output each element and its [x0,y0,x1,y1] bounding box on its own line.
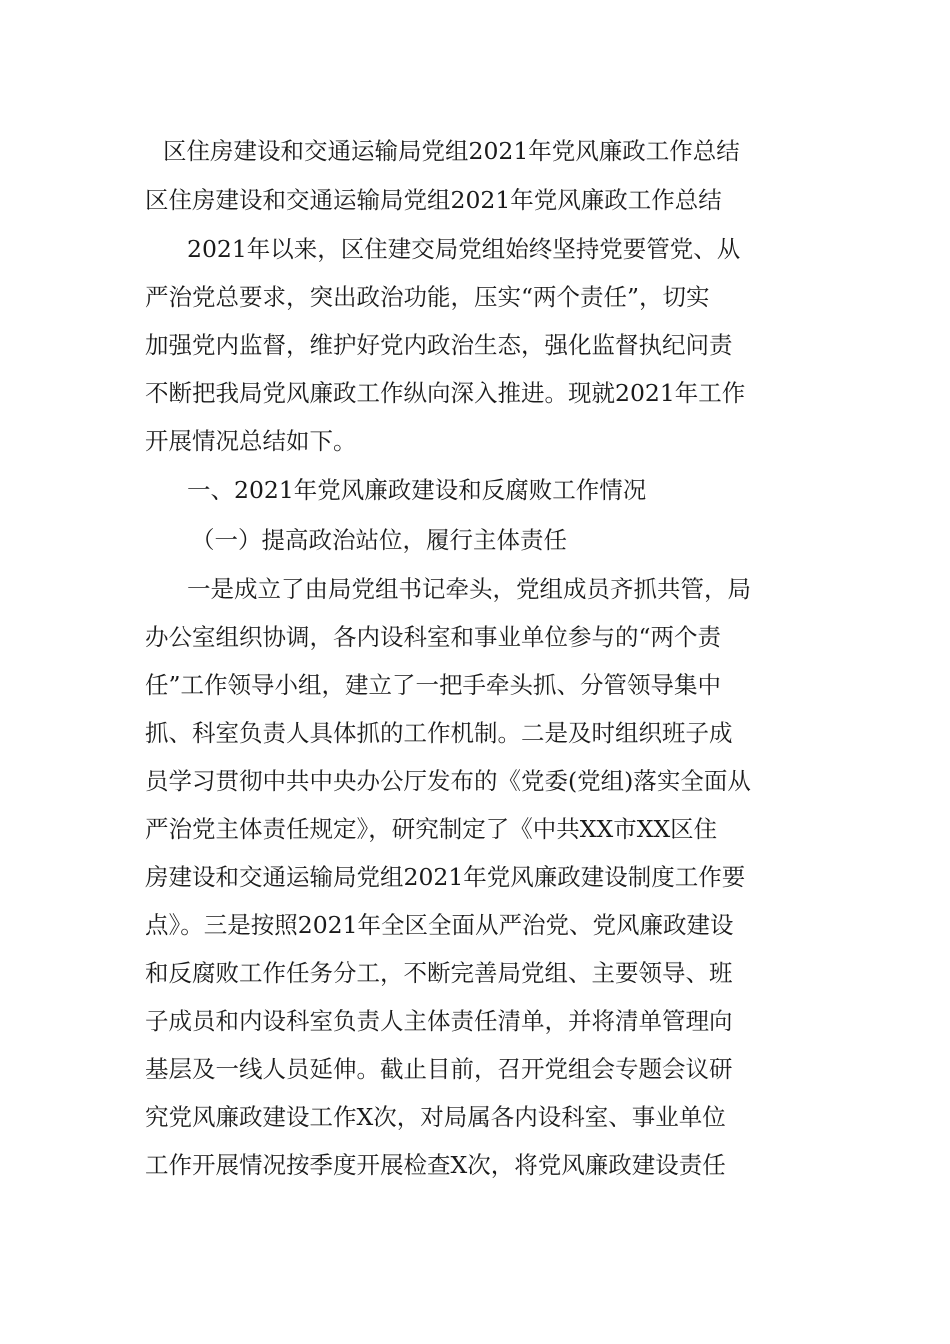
body-line: 究党风廉政建设工作X次，对局属各内设科室、事业单位 [145,1103,726,1131]
body-line: 抓、科室负责人具体抓的工作机制。二是及时组织班子成 [145,719,733,747]
document-title: 区住房建设和交通运输局党组2021年党风廉政工作总结 [163,137,740,165]
body-line: 任”工作领导小组，建立了一把手牵头抓、分管领导集中 [145,671,722,699]
document-subtitle: 区住房建设和交通运输局党组2021年党风廉政工作总结 [145,186,722,214]
section-heading: 一、2021年党风廉政建设和反腐败工作情况 [187,476,647,504]
body-line: 严治党主体责任规定》，研究制定了《中共XX市XX区住 [145,815,718,843]
body-line: 办公室组织协调，各内设科室和事业单位参与的“两个责 [145,623,722,651]
intro-line: 开展情况总结如下。 [145,427,357,455]
intro-line: 加强党内监督，维护好党内政治生态，强化监督执纪问责 [145,331,733,359]
body-line: 子成员和内设科室负责人主体责任清单，并将清单管理向 [145,1007,733,1035]
document-body [145,128,810,1189]
body-line: 基层及一线人员延伸。截止目前，召开党组会专题会议研 [145,1055,733,1083]
body-line: 点》。三是按照2021年全区全面从严治党、党风廉政建设 [145,911,734,939]
intro-line: 不断把我局党风廉政工作纵向深入推进。现就2021年工作 [145,379,746,407]
body-line: 和反腐败工作任务分工，不断完善局党组、主要领导、班 [145,959,733,987]
body-line: 一是成立了由局党组书记牵头，党组成员齐抓共管，局 [187,575,751,603]
intro-line: 严治党总要求，突出政治功能，压实“两个责任”，切实 [145,283,710,311]
body-line: 员学习贯彻中共中央办公厅发布的《党委(党组)落实全面从 [145,767,751,795]
body-line: 工作开展情况按季度开展检查X次，将党风廉政建设责任 [145,1151,726,1179]
body-line: 房建设和交通运输局党组2021年党风廉政建设制度工作要 [145,863,746,891]
subsection-heading: （一）提高政治站位，履行主体责任 [191,526,567,554]
intro-line: 2021年以来，区住建交局党组始终坚持党要管党、从 [187,235,741,263]
